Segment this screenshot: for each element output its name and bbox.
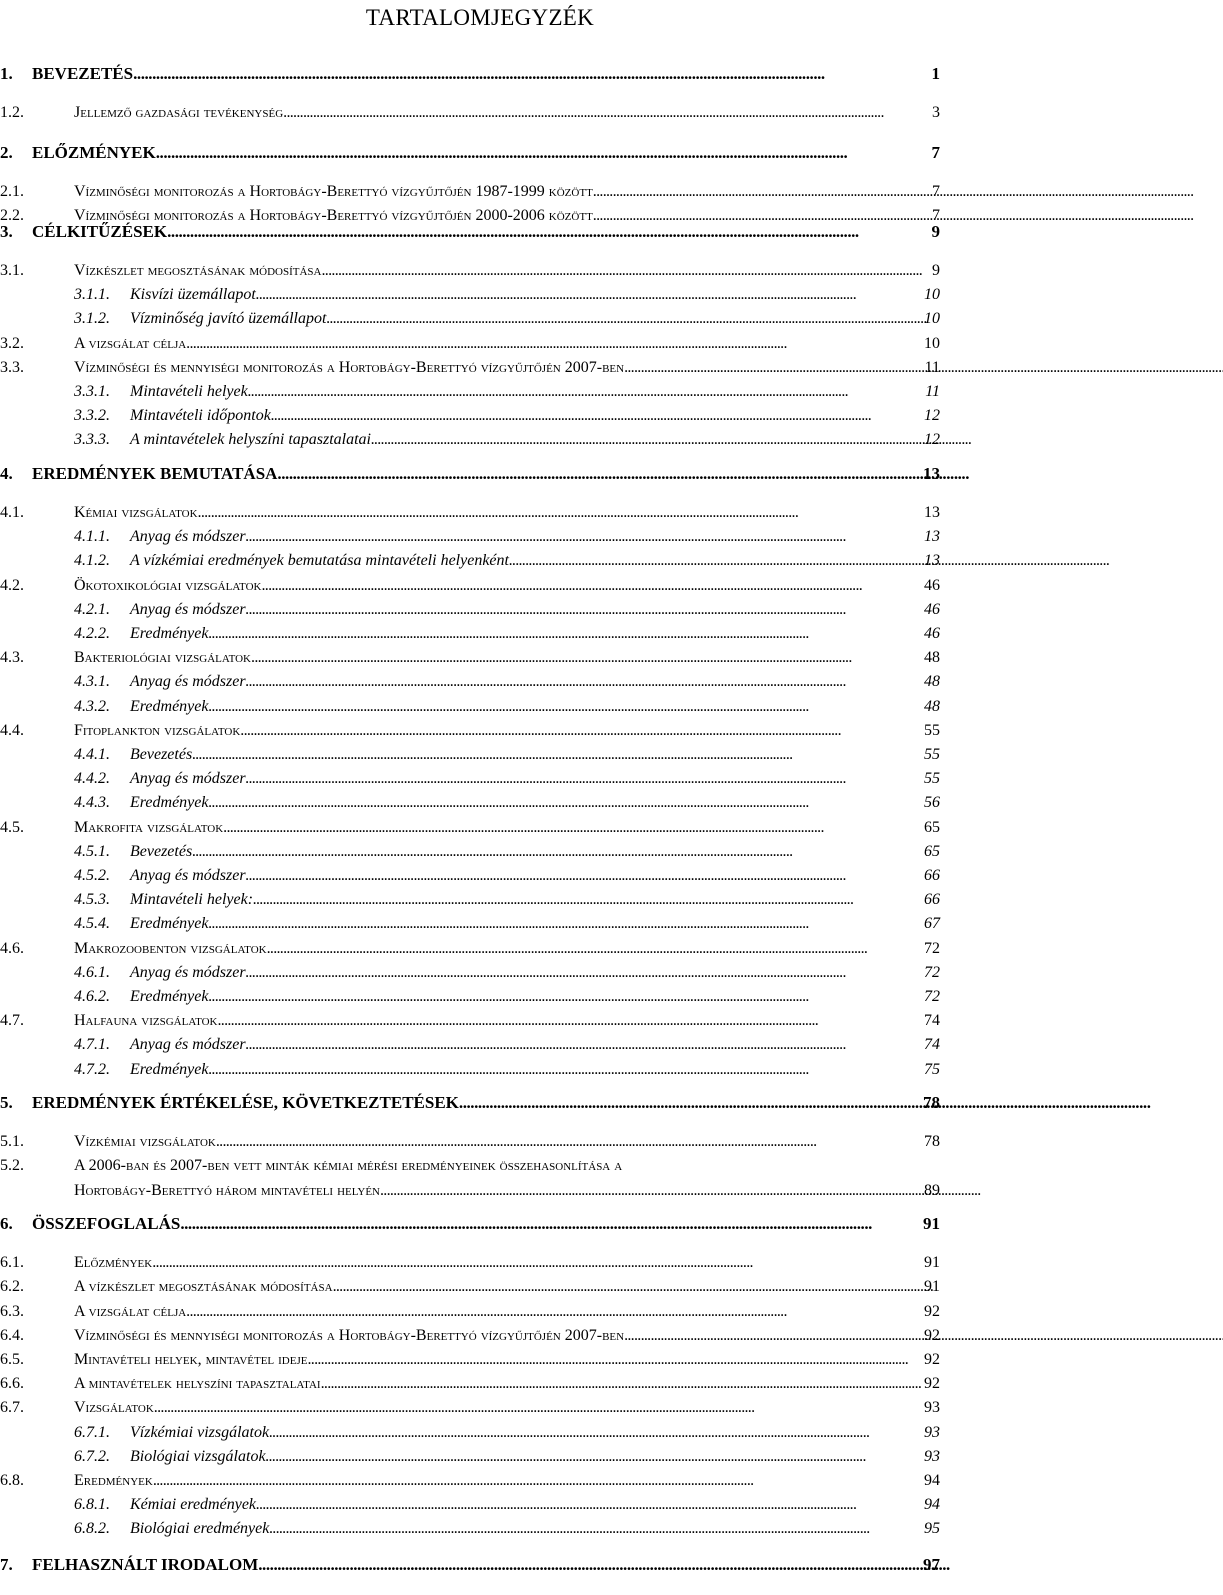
- toc-entry-title: Eredmények: [130, 625, 209, 642]
- toc-entry[interactable]: [74, 1520, 940, 1538]
- toc-entry-title: Anyag és módszer: [130, 1036, 246, 1053]
- toc-entry[interactable]: [74, 915, 940, 933]
- toc-entry-title: Mintavételi helyek, mintavétel ideje: [74, 1351, 308, 1368]
- toc-entry-number: 3.: [0, 222, 13, 241]
- toc-entry[interactable]: [74, 988, 940, 1006]
- toc-entry[interactable]: [74, 286, 940, 304]
- toc-dot-leader: [283, 104, 931, 122]
- toc-dot-leader: [217, 1012, 923, 1030]
- toc-entry-page: 3: [932, 104, 940, 121]
- toc-entry[interactable]: [0, 1214, 940, 1234]
- toc-entry-page: 92: [924, 1351, 940, 1368]
- toc-entry[interactable]: [74, 794, 940, 812]
- toc-entry-title: Anyag és módszer: [130, 770, 246, 787]
- toc-entry-title: Vízkészlet megosztásának módosítása: [74, 262, 322, 279]
- toc-entry-page: 89: [924, 1182, 940, 1199]
- toc-entry-number: 6.8.1.: [74, 1496, 110, 1513]
- toc-dot-leader: [624, 359, 924, 377]
- toc-entry-title: ÖSSZEFOGLALÁS: [32, 1214, 181, 1233]
- toc-dot-leader: [307, 1351, 923, 1369]
- toc-entry-title: Hortobágy-Berettyó három mintavételi helyén: [74, 1182, 380, 1199]
- toc-entry-title: Anyag és módszer: [130, 867, 246, 884]
- toc-entry-title: Mintavételi helyek: [130, 383, 248, 400]
- toc-entry-title: EREDMÉNYEK ÉRTÉKELÉSE, KÖVETKEZTETÉSEK: [32, 1093, 459, 1112]
- toc-entry-number: 4.2.2.: [74, 625, 110, 642]
- toc-dot-leader: [208, 794, 923, 812]
- toc-entry-title: Eredmények: [130, 988, 209, 1005]
- toc-entry-title: Anyag és módszer: [130, 673, 246, 690]
- toc-entry-title: Kisvízi üzemállapot: [130, 286, 256, 303]
- toc-dot-leader: [266, 1448, 923, 1466]
- toc-entry[interactable]: [0, 1375, 940, 1393]
- toc-entry-number: 4.4.: [0, 722, 24, 739]
- toc-entry[interactable]: [74, 770, 940, 788]
- toc-entry-number: 4.1.2.: [74, 552, 110, 569]
- toc-dot-leader: [246, 867, 923, 885]
- toc-entry-title: Anyag és módszer: [130, 964, 246, 981]
- toc-entry-title: Jellemző gazdasági tevékenység: [74, 104, 284, 121]
- toc-entry-title: Vízminőségi monitorozás a Hortobágy-Berettyó vízgyűjtőjén 1987-1999 között: [74, 183, 593, 200]
- toc-entry-number: 6.7.1.: [74, 1424, 110, 1441]
- toc-entry-number: 4.6.: [0, 940, 24, 957]
- toc-dot-leader: [277, 464, 922, 484]
- toc-entry-page: 94: [924, 1472, 940, 1489]
- toc-entry-title: Makrozoobenton vizsgálatok: [74, 940, 267, 957]
- toc-entry[interactable]: [74, 843, 940, 861]
- toc-entry-page: 91: [924, 1254, 940, 1271]
- toc-entry[interactable]: [0, 940, 940, 958]
- toc-entry-page: 97: [923, 1555, 940, 1574]
- toc-dot-leader: [208, 625, 923, 643]
- toc-entry-page: 72: [924, 988, 940, 1005]
- toc-entry-number: 4.1.: [0, 504, 24, 521]
- toc-dot-leader: [186, 335, 923, 353]
- toc-entry-number: 4.7.1.: [74, 1036, 110, 1053]
- toc-dot-leader: [246, 601, 923, 619]
- toc-entry[interactable]: [0, 649, 940, 667]
- toc-entry-title: CÉLKITŰZÉSEK: [32, 222, 168, 241]
- toc-dot-leader: [269, 1520, 923, 1538]
- toc-dot-leader: [624, 1327, 923, 1345]
- toc-entry[interactable]: [74, 407, 940, 425]
- toc-entry-number: 3.3.: [0, 359, 24, 376]
- toc-entry-page: 13: [923, 464, 940, 483]
- toc-entry[interactable]: [74, 601, 940, 619]
- toc-dot-leader: [208, 698, 923, 716]
- toc-entry-title: Vizsgálatok: [74, 1399, 154, 1416]
- toc-entry-page: 67: [924, 915, 940, 932]
- toc-entry-title: EREDMÉNYEK BEMUTATÁSA: [32, 464, 278, 483]
- toc-entry-number: 4.4.1.: [74, 746, 110, 763]
- toc-entry-number: 1.2.: [0, 104, 24, 121]
- toc-entry-page: 65: [924, 819, 940, 836]
- toc-dot-leader: [240, 722, 923, 740]
- toc-entry-number: 3.3.3.: [74, 431, 110, 448]
- toc-entry-page: 72: [924, 964, 940, 981]
- toc-entry-page: 91: [924, 1278, 940, 1295]
- toc-entry[interactable]: [0, 577, 940, 595]
- toc-entry-number: 4.3.: [0, 649, 24, 666]
- toc-entry[interactable]: [0, 222, 940, 242]
- toc-entry-page: 48: [924, 649, 940, 666]
- toc-entry-number: 6.2.: [0, 1278, 24, 1295]
- toc-entry-number: 4.3.1.: [74, 673, 110, 690]
- toc-dot-leader: [246, 964, 923, 982]
- toc-dot-leader: [371, 431, 923, 449]
- toc-entry[interactable]: [0, 143, 940, 163]
- toc-entry-number: 3.1.: [0, 262, 24, 279]
- toc-entry-page: 13: [924, 552, 940, 569]
- toc-entry-page: 10: [924, 310, 940, 327]
- toc-entry[interactable]: [0, 1399, 940, 1417]
- toc-entry-page: 12: [924, 407, 940, 424]
- toc-entry-title: A 2006-ban és 2007-ben vett minták kémiai mérési eredményeinek összehasonlítása a: [74, 1157, 623, 1174]
- toc-entry-number: 6.6.: [0, 1375, 24, 1392]
- toc-entry-page: 48: [924, 698, 940, 715]
- toc-entry-title: Ökotoxikológiai vizsgálatok: [74, 577, 262, 594]
- toc-entry-number: 3.3.2.: [74, 407, 110, 424]
- toc-entry-title: Anyag és módszer: [130, 601, 246, 618]
- toc-entry-title: Vízkémiai vizsgálatok: [74, 1133, 216, 1150]
- toc-dot-leader: [322, 262, 932, 280]
- toc-entry-number: 6.8.2.: [74, 1520, 110, 1537]
- toc-entry-title: Eredmények: [130, 1061, 209, 1078]
- toc-entry-title: Bevezetés: [130, 843, 193, 860]
- toc-entry-title: Eredmények: [130, 794, 209, 811]
- toc-entry-title: Kémiai eredmények: [130, 1496, 257, 1513]
- toc-entry-number: 6.8.: [0, 1472, 24, 1489]
- toc-entry[interactable]: [0, 262, 940, 280]
- toc-dot-leader: [208, 988, 923, 1006]
- toc-entry[interactable]: [0, 1133, 940, 1151]
- toc-entry-title: Fitoplankton vizsgálatok: [74, 722, 241, 739]
- toc-entry-number: 4.: [0, 464, 13, 483]
- toc-entry[interactable]: [74, 431, 940, 449]
- toc-entry-page: 95: [924, 1520, 940, 1537]
- toc-dot-leader: [509, 552, 923, 570]
- toc-dot-leader: [186, 1303, 923, 1321]
- toc-dot-leader: [593, 183, 931, 201]
- toc-dot-leader: [253, 891, 923, 909]
- toc-entry-number: 2.2.: [0, 207, 24, 224]
- toc-entry-number: 1.: [0, 64, 13, 83]
- toc-entry-page: 93: [924, 1399, 940, 1416]
- toc-entry-page: 46: [924, 577, 940, 594]
- toc-dot-leader: [192, 843, 923, 861]
- toc-dot-leader: [251, 649, 923, 667]
- toc-entry[interactable]: [0, 1303, 940, 1321]
- toc-entry[interactable]: [0, 722, 940, 740]
- toc-dot-leader: [380, 1182, 923, 1200]
- toc-entry-number: 4.5.4.: [74, 915, 110, 932]
- toc-entry[interactable]: [74, 867, 940, 885]
- toc-entry-title: Mintavételi időpontok: [130, 407, 271, 424]
- toc-entry-page: 55: [924, 770, 940, 787]
- toc-entry-page: 92: [924, 1327, 940, 1344]
- toc-entry-page: 65: [924, 843, 940, 860]
- toc-entry-page: 11: [925, 383, 940, 400]
- toc-entry[interactable]: [0, 1555, 940, 1575]
- toc-entry[interactable]: [74, 1448, 940, 1466]
- toc-entry[interactable]: [0, 183, 940, 201]
- toc-dot-leader: [321, 1375, 923, 1393]
- toc-dot-leader: [198, 504, 923, 522]
- toc-entry-page: 74: [924, 1036, 940, 1053]
- toc-entry-page: 13: [924, 504, 940, 521]
- toc-entry[interactable]: [74, 891, 940, 909]
- toc-entry[interactable]: [74, 1182, 940, 1200]
- toc-entry-number: 6.5.: [0, 1351, 24, 1368]
- toc-entry-page: 92: [924, 1303, 940, 1320]
- toc-entry-page: 9: [931, 222, 940, 241]
- toc-dot-leader: [223, 819, 923, 837]
- toc-entry-number: 4.1.1.: [74, 528, 110, 545]
- toc-entry-number: 4.2.1.: [74, 601, 110, 618]
- toc-entry-page: 9: [932, 262, 940, 279]
- toc-entry-number: 5.: [0, 1093, 13, 1112]
- toc-entry[interactable]: [0, 359, 940, 377]
- toc-entry-title: Makrofita vizsgálatok: [74, 819, 224, 836]
- toc-entry-page: 55: [924, 746, 940, 763]
- toc-dot-leader: [153, 1472, 923, 1490]
- toc-entry-title: A mintavételek helyszíni tapasztalatai: [130, 431, 371, 448]
- toc-entry[interactable]: [74, 552, 940, 570]
- toc-dot-leader: [271, 407, 923, 425]
- toc-entry[interactable]: [74, 528, 940, 546]
- toc-dot-leader: [246, 770, 923, 788]
- toc-entry-number: 6.4.: [0, 1327, 24, 1344]
- toc-entry-page: 13: [924, 528, 940, 545]
- toc-dot-leader: [256, 1496, 923, 1514]
- toc-dot-leader: [333, 1278, 923, 1296]
- toc-entry-number: 4.7.2.: [74, 1061, 110, 1078]
- toc-entry-number: 6.3.: [0, 1303, 24, 1320]
- toc-entry-page: 74: [924, 1012, 940, 1029]
- toc-dot-leader: [258, 1555, 922, 1575]
- toc-entry-number: 4.4.2.: [74, 770, 110, 787]
- toc-entry[interactable]: [74, 383, 940, 401]
- toc-entry-page: 78: [923, 1093, 940, 1112]
- toc-entry-number: 6.1.: [0, 1254, 24, 1271]
- toc-entry-page: 46: [924, 601, 940, 618]
- toc-dot-leader: [208, 1061, 923, 1079]
- toc-entry-page: 92: [924, 1375, 940, 1392]
- toc-dot-leader: [180, 1214, 922, 1234]
- toc-entry-page: 94: [924, 1496, 940, 1513]
- toc-entry[interactable]: [0, 1254, 940, 1272]
- toc-entry-page: 46: [924, 625, 940, 642]
- toc-entry-number: 3.2.: [0, 335, 24, 352]
- toc-entry-title: A vízkészlet megosztásának módosítása: [74, 1278, 333, 1295]
- toc-entry[interactable]: [74, 698, 940, 716]
- toc-entry[interactable]: [0, 1157, 940, 1175]
- toc-entry-title: Vízminőségi és mennyiségi monitorozás a Hortobágy-Berettyó vízgyűjtőjén 2007-ben: [74, 359, 625, 376]
- toc-dot-leader: [133, 64, 930, 84]
- toc-entry-title: Anyag és módszer: [130, 528, 246, 545]
- toc-entry-title: Halfauna vizsgálatok: [74, 1012, 218, 1029]
- toc-entry[interactable]: [0, 819, 940, 837]
- toc-entry-page: 10: [924, 335, 940, 352]
- toc-dot-leader: [261, 577, 923, 595]
- toc-entry-title: Bakteriológiai vizsgálatok: [74, 649, 252, 666]
- toc-entry-page: 91: [923, 1214, 940, 1233]
- toc-dot-leader: [267, 940, 923, 958]
- toc-entry-title: Kémiai vizsgálatok: [74, 504, 198, 521]
- toc-entry-title: Eredmények: [130, 915, 209, 932]
- toc-entry-page: 12: [924, 431, 940, 448]
- toc-entry-title: Előzmények: [74, 1254, 153, 1271]
- toc-dot-leader: [246, 528, 923, 546]
- toc-dot-leader: [216, 1133, 923, 1151]
- toc-entry-title: A mintavételek helyszíni tapasztalatai: [74, 1375, 321, 1392]
- toc-entry-number: 5.2.: [0, 1157, 24, 1174]
- toc-entry[interactable]: [0, 1012, 940, 1030]
- toc-entry-page: 66: [924, 891, 940, 908]
- toc-entry-page: 72: [924, 940, 940, 957]
- toc-entry-page: 56: [924, 794, 940, 811]
- toc-entry-title: A vizsgálat célja: [74, 335, 187, 352]
- toc-entry-page: 55: [924, 722, 940, 739]
- toc-entry-title: Eredmények: [74, 1472, 153, 1489]
- toc-dot-leader: [192, 746, 923, 764]
- toc-dot-leader: [208, 915, 923, 933]
- toc-entry-page: 75: [924, 1061, 940, 1078]
- toc-entry[interactable]: [74, 1036, 940, 1054]
- toc-entry-number: 4.5.: [0, 819, 24, 836]
- toc-entry-number: 4.6.1.: [74, 964, 110, 981]
- toc-entry-number: 3.3.1.: [74, 383, 110, 400]
- toc-entry[interactable]: [0, 1472, 940, 1490]
- toc-entry[interactable]: [0, 464, 940, 484]
- toc-dot-leader: [156, 143, 931, 163]
- toc-entry[interactable]: [74, 673, 940, 691]
- toc-entry[interactable]: [74, 1496, 940, 1514]
- toc-entry-page: 11: [924, 359, 940, 376]
- toc-entry-number: 4.6.2.: [74, 988, 110, 1005]
- toc-dot-leader: [326, 310, 923, 328]
- toc-dot-leader: [246, 673, 923, 691]
- toc-entry-number: 4.7.: [0, 1012, 24, 1029]
- toc-dot-leader: [246, 1036, 923, 1054]
- toc-entry[interactable]: [74, 964, 940, 982]
- toc-entry-number: 2.: [0, 143, 13, 162]
- toc-entry-title: A vízkémiai eredmények bemutatása mintavételi helyenként: [130, 552, 509, 569]
- toc-entry-number: 4.5.3.: [74, 891, 110, 908]
- toc-dot-leader: [152, 1254, 923, 1272]
- toc-entry-title: Vízminőségi és mennyiségi monitorozás a Hortobágy-Berettyó vízgyűjtőjén 2007-ben: [74, 1327, 625, 1344]
- toc-entry-number: 2.1.: [0, 183, 24, 200]
- toc-entry-title: Biológiai eredmények: [130, 1520, 270, 1537]
- toc-dot-leader: [154, 1399, 923, 1417]
- toc-dot-leader: [459, 1093, 922, 1113]
- toc-entry-title: ELŐZMÉNYEK: [32, 143, 156, 162]
- toc-entry-number: 3.1.2.: [74, 310, 110, 327]
- toc-entry-title: Mintavételi helyek:: [130, 891, 254, 908]
- toc-entry[interactable]: [74, 1424, 940, 1442]
- page-title: TARTALOMJEGYZÉK: [365, 5, 595, 30]
- toc-entry-number: 4.3.2.: [74, 698, 110, 715]
- toc-dot-leader: [256, 286, 923, 304]
- toc-entry[interactable]: [0, 64, 940, 84]
- toc-entry-title: Vízminőség javító üzemállapot: [130, 310, 327, 327]
- toc-entry-number: 6.7.2.: [74, 1448, 110, 1465]
- toc-entry-page: 48: [924, 673, 940, 690]
- toc-entry-page: 10: [924, 286, 940, 303]
- toc-entry-title: A vizsgálat célja: [74, 1303, 187, 1320]
- toc-entry-title: Bevezetés: [130, 746, 193, 763]
- toc-entry[interactable]: [0, 1351, 940, 1369]
- toc-dot-leader: [167, 222, 930, 242]
- toc-entry[interactable]: [74, 310, 940, 328]
- toc-entry[interactable]: [0, 1278, 940, 1296]
- toc-entry-title: FELHASZNÁLT IRODALOM: [32, 1555, 259, 1574]
- toc-entry-number: 4.5.1.: [74, 843, 110, 860]
- toc-entry-page: 78: [924, 1133, 940, 1150]
- toc-entry[interactable]: [74, 625, 940, 643]
- toc-dot-leader: [269, 1424, 923, 1442]
- toc-entry-page: 1: [931, 64, 940, 83]
- toc-entry[interactable]: [74, 746, 940, 764]
- toc-entry-title: Vízminőségi monitorozás a Hortobágy-Berettyó vízgyűjtőjén 2000-2006 között: [74, 207, 593, 224]
- toc-entry[interactable]: [0, 1093, 940, 1113]
- toc-entry-number: 3.1.1.: [74, 286, 110, 303]
- toc-entry-title: BEVEZETÉS: [32, 64, 134, 83]
- toc-entry-page: 7: [932, 207, 940, 224]
- toc-entry-page: 7: [931, 143, 940, 162]
- toc-entry-title: Vízkémiai vizsgálatok: [130, 1424, 270, 1441]
- toc-entry-page: 7: [932, 183, 940, 200]
- toc-entry-number: 5.1.: [0, 1133, 24, 1150]
- toc-entry-number: 4.5.2.: [74, 867, 110, 884]
- toc-entry-title: Biológiai vizsgálatok: [130, 1448, 266, 1465]
- toc-entry-title: Eredmények: [130, 698, 209, 715]
- toc-entry[interactable]: [74, 1061, 940, 1079]
- toc-entry-number: 4.2.: [0, 577, 24, 594]
- toc-entry[interactable]: [0, 504, 940, 522]
- toc-entry-page: 66: [924, 867, 940, 884]
- toc-dot-leader: [248, 383, 924, 401]
- toc-entry[interactable]: [0, 1327, 940, 1345]
- toc-entry-page: 93: [924, 1448, 940, 1465]
- toc-entry[interactable]: [0, 335, 940, 353]
- toc-entry-number: 4.4.3.: [74, 794, 110, 811]
- toc-entry-number: 6.7.: [0, 1399, 24, 1416]
- toc-entry-number: 6.: [0, 1214, 13, 1233]
- toc-entry-page: 93: [924, 1424, 940, 1441]
- toc-entry-number: 7.: [0, 1555, 13, 1574]
- toc-entry[interactable]: [0, 104, 940, 122]
